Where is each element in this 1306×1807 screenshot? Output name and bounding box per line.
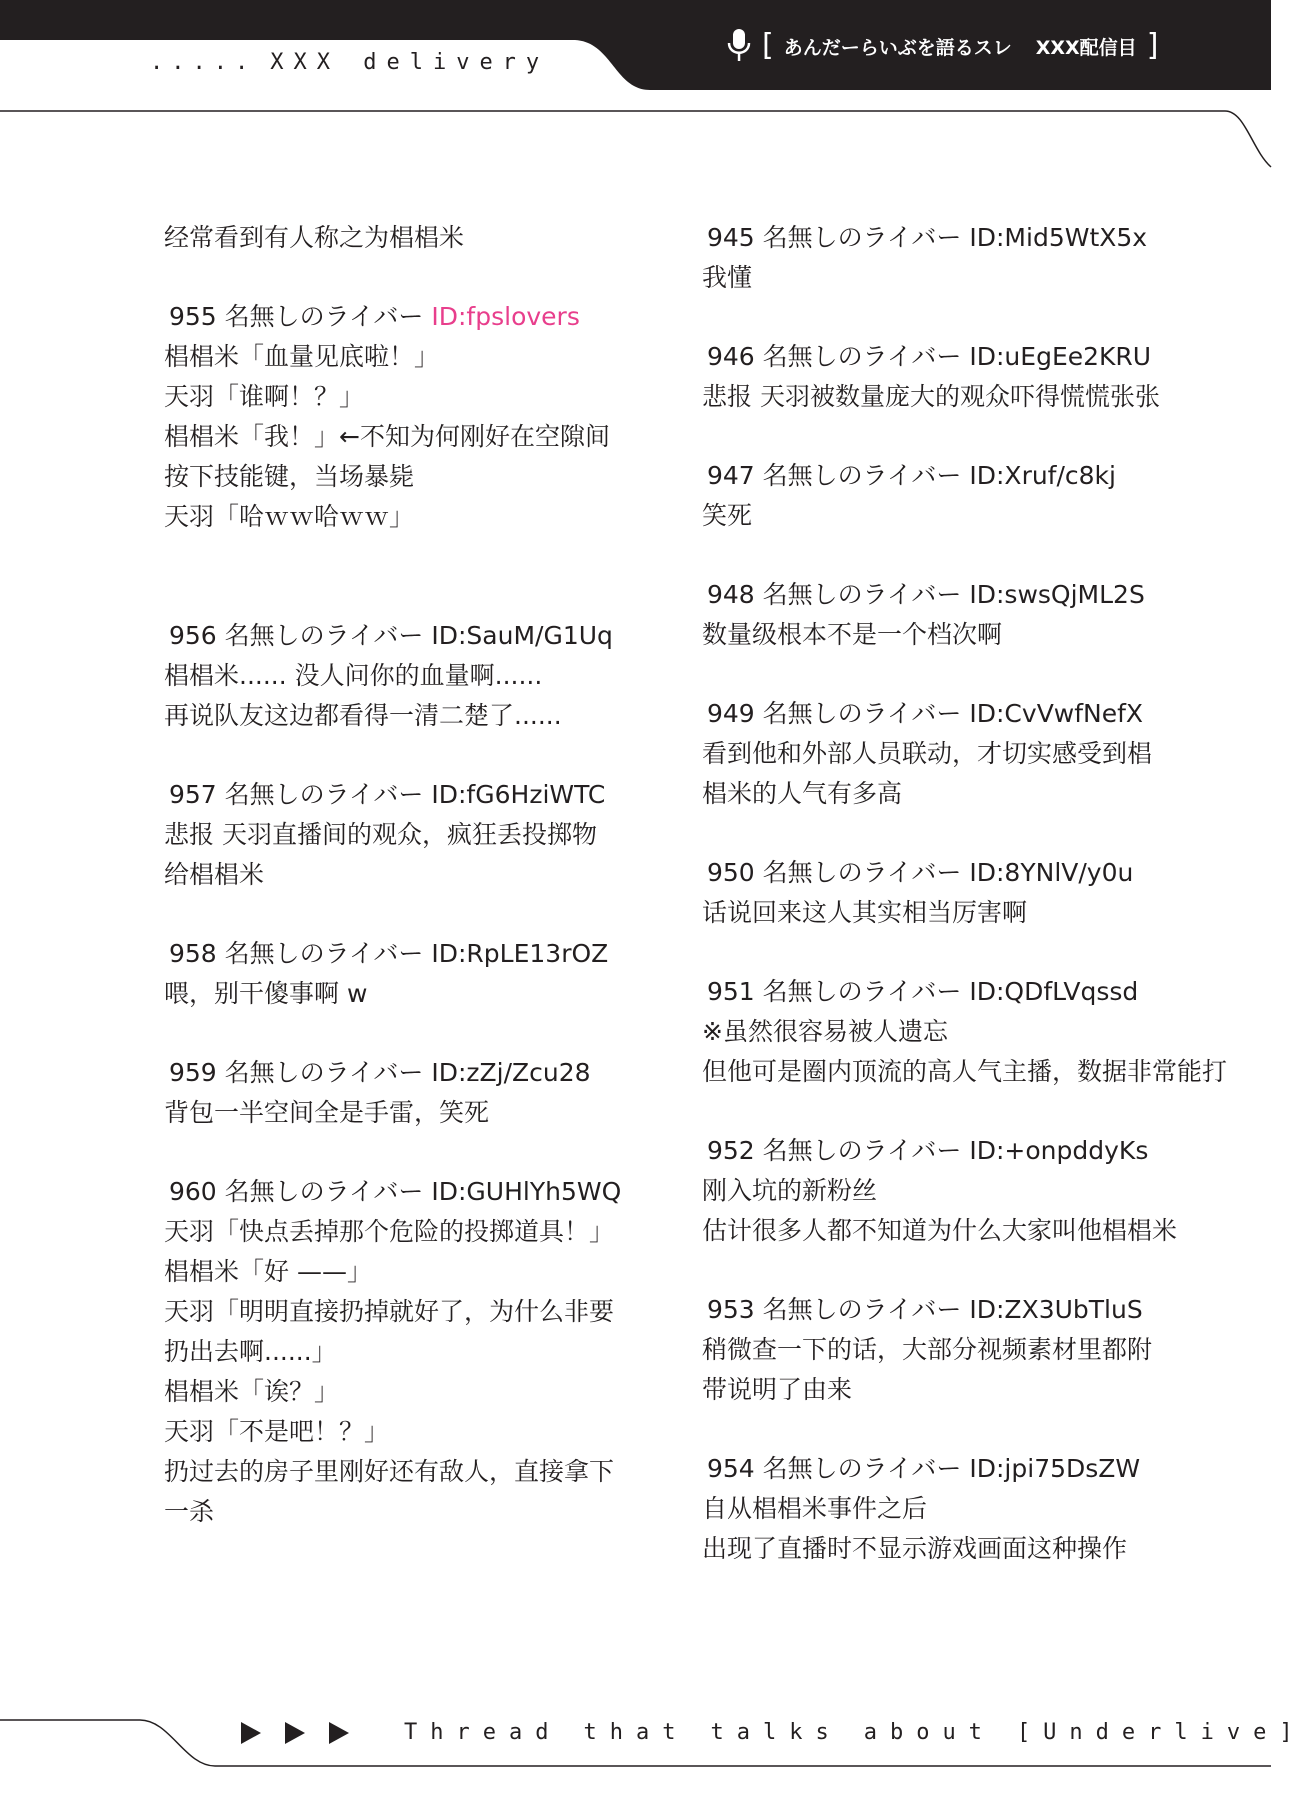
post-body-line: 话说回来这人其实相当厉害啊 <box>702 898 1028 927</box>
poster-name: 名無しのライバー <box>224 621 424 650</box>
poster-id: ID:uEgEe2KRU <box>969 342 1152 371</box>
post <box>702 1449 1262 1569</box>
poster-id: ID:RpLE13rOZ <box>431 939 609 968</box>
post <box>702 1131 1262 1251</box>
post-body-line: 椙椙米...... 没人问你的血量啊...... <box>164 661 543 690</box>
post-number: 959 <box>169 1058 217 1087</box>
post-header <box>164 775 664 815</box>
post-number: 945 <box>707 223 755 252</box>
header-bracket-open: [ <box>762 28 774 63</box>
post <box>164 775 664 895</box>
post <box>702 972 1262 1092</box>
header-thread-title <box>726 22 1158 70</box>
post-body-line: 悲报 天羽直播间的观众，疯狂丢投掷物 <box>164 820 597 849</box>
post-body-line: 椙椙米「血量见底啦！」 <box>164 342 440 371</box>
poster-id: ID:zZj/Zcu28 <box>431 1058 591 1087</box>
post-body-line: 再说队友这边都看得一清二楚了...... <box>164 701 562 730</box>
poster-name: 名無しのライバー <box>762 1454 962 1483</box>
post-header <box>702 337 1262 377</box>
post-header <box>702 1290 1262 1330</box>
post-number: 954 <box>707 1454 755 1483</box>
play-arrow-icon <box>240 1722 262 1744</box>
footer-word: that <box>583 1720 689 1745</box>
post-body-line: 椙椙米「好 ——」 <box>164 1257 372 1286</box>
poster-name: 名無しのライバー <box>224 939 424 968</box>
footer-thread-label <box>404 1720 1306 1745</box>
post-body-line: 椙米的人气有多高 <box>702 779 903 808</box>
post-number: 960 <box>169 1177 217 1206</box>
poster-name: 名無しのライバー <box>762 1136 962 1165</box>
post-body-line: 稍微查一下的话，大部分视频素材里都附 <box>702 1335 1153 1364</box>
post-number: 951 <box>707 977 755 1006</box>
post-body-line: 天羽「不是吧！？」 <box>164 1417 390 1446</box>
poster-id: ID:fpslovers <box>431 302 580 331</box>
post <box>164 297 664 537</box>
post-header <box>164 1172 664 1212</box>
post-header <box>164 934 664 974</box>
post-header <box>702 218 1262 258</box>
post-body-line: 自从椙椙米事件之后 <box>702 1494 928 1523</box>
left-column <box>164 218 664 1571</box>
footer-word: talks <box>710 1720 842 1745</box>
post-header <box>702 575 1262 615</box>
post <box>164 1053 664 1133</box>
post-header <box>164 1053 664 1093</box>
post-body-line: 按下技能键，当场暴毙 <box>164 462 415 491</box>
poster-id: ID:CvVwfNefX <box>969 699 1144 728</box>
post-body-line: 椙椙米「我！」←不知为何刚好在空隙间 <box>164 422 610 451</box>
poster-id: ID:ZX3UbTluS <box>969 1295 1143 1324</box>
post-body-line: 我懂 <box>702 263 753 292</box>
post-body-line: 看到他和外部人员联动，才切实感受到椙 <box>702 739 1153 768</box>
post-body-line: 估计很多人都不知道为什么大家叫他椙椙米 <box>702 1216 1178 1245</box>
post-body-line: 笑死 <box>702 501 753 530</box>
play-arrow-icon <box>284 1722 306 1744</box>
footer-word: Thread <box>404 1720 562 1745</box>
post-number: 949 <box>707 699 755 728</box>
post <box>164 1172 664 1532</box>
poster-id: ID:Mid5WtX5x <box>969 223 1148 252</box>
right-column <box>702 218 1262 1608</box>
post-header <box>702 456 1262 496</box>
poster-name: 名無しのライバー <box>762 1295 962 1324</box>
post-body-line: 出现了直播时不显示游戏画面这种操作 <box>702 1534 1128 1563</box>
right-post-list <box>702 218 1262 1569</box>
post-number: 956 <box>169 621 217 650</box>
poster-id: ID:swsQjML2S <box>969 580 1145 609</box>
triple-play-arrows-icon <box>240 1722 350 1744</box>
poster-id: ID:GUHlYh5WQ <box>431 1177 622 1206</box>
header-bracket-close: ] <box>1146 28 1159 63</box>
play-arrow-icon <box>328 1722 350 1744</box>
post-number: 953 <box>707 1295 755 1324</box>
header-subtitle: XXX配信目 <box>1035 36 1137 59</box>
post-header <box>702 972 1262 1012</box>
poster-id: ID:Xruf/c8kj <box>969 461 1116 490</box>
post-body-line: 刚入坑的新粉丝 <box>702 1176 878 1205</box>
poster-id: ID:+onpddyKs <box>969 1136 1149 1165</box>
poster-id: ID:fG6HziWTC <box>431 780 606 809</box>
poster-name: 名無しのライバー <box>762 223 962 252</box>
intro-text: 经常看到有人称之为椙椙米 <box>164 223 465 252</box>
post-body-line: 喂，别干傻事啊 w <box>164 979 368 1008</box>
post <box>702 1290 1262 1410</box>
intro-post <box>164 218 664 258</box>
header-rule-line <box>0 111 1271 167</box>
poster-name: 名無しのライバー <box>224 1058 424 1087</box>
poster-name: 名無しのライバー <box>224 780 424 809</box>
header-left-label <box>150 50 549 75</box>
post <box>702 575 1262 655</box>
post-header <box>702 1131 1262 1171</box>
poster-name: 名無しのライバー <box>224 1177 424 1206</box>
post-body-line: 但他可是圈内顶流的高人气主播，数据非常能打 <box>702 1057 1228 1086</box>
left-post-list <box>164 297 664 1532</box>
header-dots: ..... <box>150 50 257 75</box>
post-body-line: 一杀 <box>164 1497 215 1526</box>
post-number: 952 <box>707 1136 755 1165</box>
post-number: 957 <box>169 780 217 809</box>
post-body-line: 天羽「哈ｗｗ哈ｗｗ」 <box>164 502 415 531</box>
post-body-line: 天羽「明明直接扔掉就好了，为什么非要 <box>164 1297 615 1326</box>
post <box>164 616 664 736</box>
post <box>702 218 1262 298</box>
post-body-line: 扔出去啊......」 <box>164 1337 337 1366</box>
post-number: 948 <box>707 580 755 609</box>
poster-name: 名無しのライバー <box>224 302 424 331</box>
post-body-line: 带说明了由来 <box>702 1375 853 1404</box>
post-number: 947 <box>707 461 755 490</box>
post <box>164 934 664 1014</box>
post-header <box>702 853 1262 893</box>
microphone-icon <box>726 28 752 64</box>
post-number: 958 <box>169 939 217 968</box>
post-body-line: 数量级根本不是一个档次啊 <box>702 620 1003 649</box>
poster-name: 名無しのライバー <box>762 461 962 490</box>
poster-name: 名無しのライバー <box>762 342 962 371</box>
footer-word: [Underlive] <box>1016 1720 1306 1745</box>
post-body-line: 扔过去的房子里刚好还有敌人，直接拿下 <box>164 1457 615 1486</box>
header-title <box>784 33 1137 60</box>
poster-name: 名無しのライバー <box>762 977 962 1006</box>
post-header <box>702 1449 1262 1489</box>
post-body-line: 椙椙米「诶？」 <box>164 1377 340 1406</box>
post-header <box>164 616 664 656</box>
poster-id: ID:QDfLVqssd <box>969 977 1139 1006</box>
poster-id: ID:SauM/G1Uq <box>431 621 613 650</box>
header-delivery-text: XXX delivery <box>270 50 550 75</box>
post-body-line: 天羽「谁啊！？」 <box>164 382 365 411</box>
post-header <box>164 297 664 337</box>
post-body-line: ※虽然很容易被人遗忘 <box>702 1017 948 1046</box>
post <box>702 337 1262 417</box>
post <box>702 456 1262 536</box>
post <box>702 694 1262 814</box>
post-number: 955 <box>169 302 217 331</box>
poster-id: ID:8YNlV/y0u <box>969 858 1134 887</box>
post-number: 946 <box>707 342 755 371</box>
footer-word: about <box>863 1720 995 1745</box>
post-body-line: 给椙椙米 <box>164 860 265 889</box>
post <box>702 853 1262 933</box>
post-body-line: 天羽「快点丢掉那个危险的投掷道具！」 <box>164 1217 615 1246</box>
poster-id: ID:jpi75DsZW <box>969 1454 1141 1483</box>
poster-name: 名無しのライバー <box>762 699 962 728</box>
poster-name: 名無しのライバー <box>762 858 962 887</box>
post-number: 950 <box>707 858 755 887</box>
post-body-line: 悲报 天羽被数量庞大的观众吓得慌慌张张 <box>702 382 1160 411</box>
post-header <box>702 694 1262 734</box>
post-body-line: 背包一半空间全是手雷，笑死 <box>164 1098 490 1127</box>
poster-name: 名無しのライバー <box>762 580 962 609</box>
header-title-text: あんだーらいぶを語るスレ <box>783 36 1012 59</box>
